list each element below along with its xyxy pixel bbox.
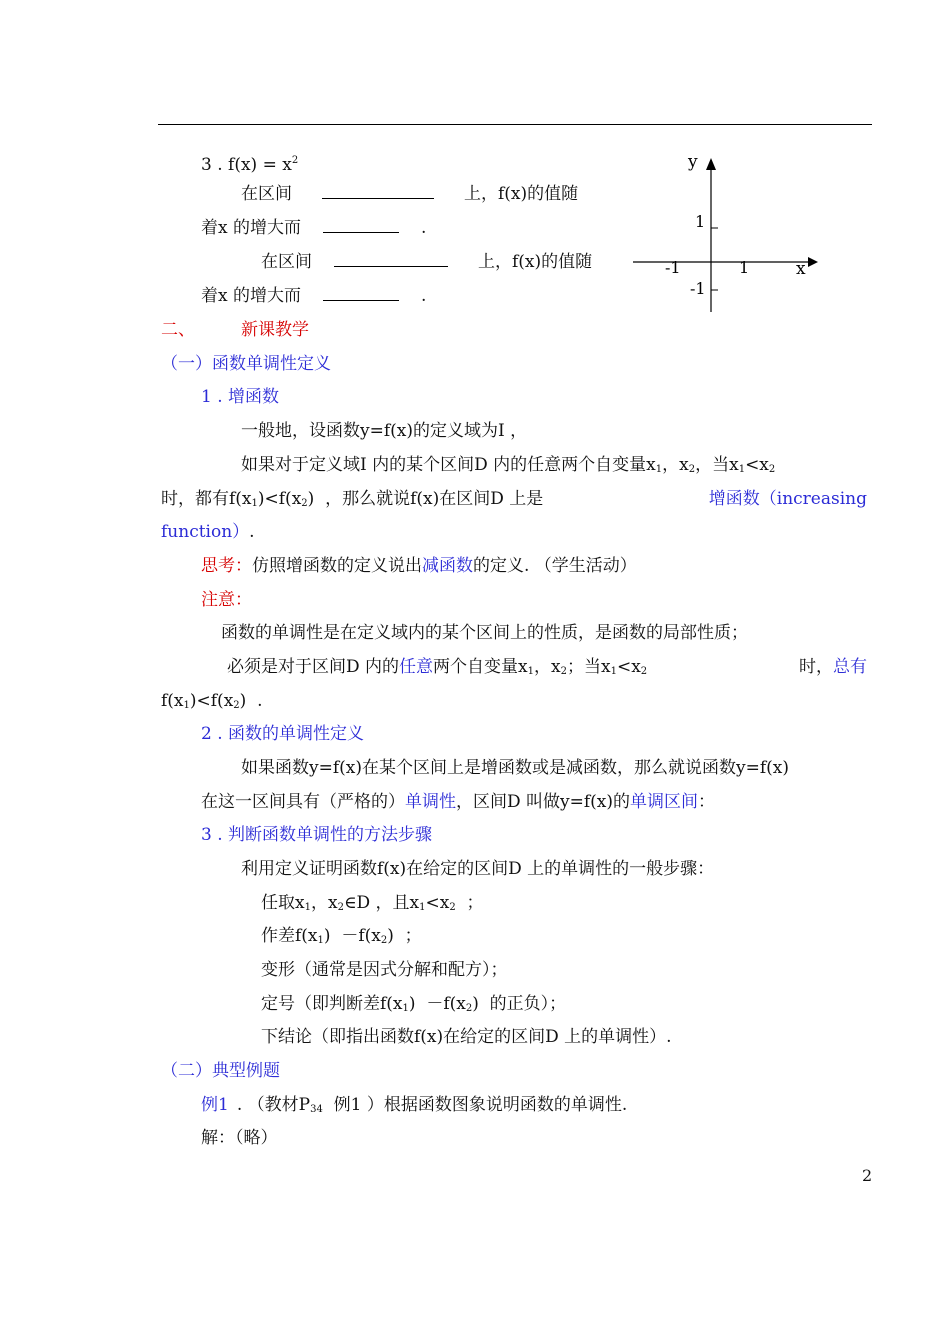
monotonic-def-1: 如果函数y=f(x)在某个区间上是增函数或是减函数，那么就说函数y=f(x)	[241, 758, 789, 778]
note2-text-c: ，x	[534, 657, 561, 677]
step2-text-b: ) －f(x	[323, 926, 381, 946]
note-2	[227, 657, 867, 682]
step-1	[261, 893, 484, 918]
item3-label: 3 . f(x) = x	[201, 155, 292, 175]
step1-text-a: 任取x	[261, 893, 305, 913]
sub-2: 2	[233, 700, 240, 711]
page-number: 2	[862, 1166, 873, 1185]
para4-end: .	[249, 522, 255, 542]
item2-heading: 2 . 函数的单调性定义	[201, 724, 365, 744]
example-1-label: 例1	[201, 1095, 229, 1115]
definition-para-2	[241, 455, 775, 480]
function-term: function）	[161, 522, 250, 542]
example-1	[201, 1095, 627, 1120]
note3-text-b: )<f(x	[189, 691, 234, 711]
def2-text-a: 在这一区间具有（严格的）	[201, 792, 405, 812]
sub-1: 1	[317, 935, 324, 946]
note2-text-d: ；当x	[566, 657, 611, 677]
x-tick-label-1: 1	[739, 258, 750, 277]
sub-2: 2	[337, 902, 344, 913]
period-b: .	[421, 286, 427, 306]
increase-label-a: 着x 的增大而	[201, 218, 301, 238]
think-line	[201, 556, 637, 576]
sub-1: 1	[527, 666, 535, 677]
def2-text-c: ：	[698, 792, 716, 812]
blank-interval-a[interactable]	[322, 184, 434, 199]
x-tick-label-neg1: -1	[665, 258, 681, 277]
header-rule	[158, 124, 872, 125]
step-2	[261, 926, 422, 951]
interval-label-a: 在区间	[241, 184, 292, 204]
period-a: .	[421, 218, 427, 238]
note-3	[161, 691, 263, 716]
sub-2: 2	[688, 464, 696, 475]
definition-para-4	[161, 522, 255, 542]
always-term: 总有	[833, 657, 867, 677]
think-text-a: 仿照增函数的定义说出	[252, 556, 422, 576]
note2-text-b: 两个自变量x	[433, 657, 528, 677]
example1-text-a: . （教材P	[236, 1095, 311, 1115]
sub-2: 2	[301, 498, 308, 509]
x-axis-label: x	[796, 259, 806, 279]
note2-segment-a	[227, 657, 647, 682]
note-1: 函数的单调性是在定义域内的某个区间上的性质，是函数的局部性质；	[221, 623, 748, 643]
solution-line: 解：（略）	[201, 1128, 278, 1148]
step2-text-a: 作差f(x	[261, 926, 318, 946]
interval-line-a	[241, 184, 578, 204]
think-label: 思考：	[201, 556, 252, 576]
note2-segment-b	[799, 657, 867, 682]
sub-1: 1	[183, 700, 190, 711]
subsection-1-heading: （一）函数单调性定义	[161, 354, 331, 374]
note3-text-c: ) .	[239, 691, 263, 711]
step1-text-e: ；	[455, 893, 484, 913]
para3-text-b: )<f(x	[257, 489, 302, 509]
note2-text-f: 时，	[799, 657, 833, 677]
steps-intro: 利用定义证明函数f(x)在给定的区间D 上的单调性的一般步骤：	[241, 859, 715, 879]
item3-exponent: 2	[291, 155, 299, 166]
y-axis-label: y	[688, 152, 698, 172]
para2-text-c: ，当x	[695, 455, 739, 475]
trend-label-b: 上，f(x)的值随	[478, 252, 593, 272]
monotonic-interval-term: 单调区间	[630, 792, 699, 812]
sub-1: 1	[655, 464, 663, 475]
para2-text-d: <x	[745, 455, 769, 475]
sub-2: 2	[768, 464, 776, 475]
interval-label-b: 在区间	[261, 252, 312, 272]
sub-1: 1	[402, 1003, 409, 1014]
para2-text-a: 如果对于定义域I 内的某个区间D 内的任意两个自变量x	[241, 455, 656, 475]
para2-text-b: ，x	[662, 455, 689, 475]
page-ref-sub: 34	[310, 1104, 323, 1115]
example1-text-b: 例1 ）根据函数图象说明函数的单调性.	[322, 1095, 628, 1115]
interval-line-b	[261, 252, 592, 272]
step1-text-d: <x	[425, 893, 450, 913]
blank-trend-b[interactable]	[323, 286, 399, 301]
section-number: 二、	[161, 320, 195, 340]
increasing-term: 增函数（increasing	[708, 489, 867, 509]
definition-para-1: 一般地，设函数y=f(x)的定义域为I ，	[241, 421, 528, 441]
sub-2: 2	[449, 902, 456, 913]
think-text-b: 的定义. （学生活动）	[473, 556, 637, 576]
step4-text-a: 定号（即判断差f(x	[261, 994, 403, 1014]
arbitrary-term: 任意	[399, 657, 434, 677]
sub-1: 1	[610, 666, 617, 677]
sub-1: 1	[304, 902, 311, 913]
para3-segment-a	[161, 489, 543, 514]
y-tick-label-neg1: -1	[690, 279, 706, 298]
sub-1: 1	[738, 464, 746, 475]
trend-label-a: 上，f(x)的值随	[464, 184, 579, 204]
item1-heading: 1 . 增函数	[201, 387, 280, 407]
note2-text-a: 必须是对于区间D 内的	[227, 657, 400, 677]
item3-method-heading: 3 . 判断函数单调性的方法步骤	[201, 825, 433, 845]
note3-text-a: f(x	[161, 691, 184, 711]
para3-text-c: ) ，那么就说f(x)在区间D 上是	[307, 489, 544, 509]
sub-2: 2	[465, 1003, 473, 1014]
step-5: 下结论（即指出函数f(x)在给定的区间D 上的单调性）.	[261, 1027, 672, 1047]
step1-text-b: ，x	[310, 893, 338, 913]
monotonicity-term: 单调性	[405, 792, 456, 812]
y-axis-arrow	[706, 158, 716, 170]
section-title: 新课教学	[241, 320, 309, 340]
increase-line-a	[201, 218, 426, 238]
monotonic-def-2	[201, 792, 715, 812]
sub-2: 2	[560, 666, 567, 677]
increase-line-b	[201, 286, 426, 306]
blank-interval-b[interactable]	[334, 252, 448, 267]
def2-text-b: ，区间D 叫做y=f(x)的	[456, 792, 631, 812]
sub-1: 1	[419, 902, 426, 913]
sub-2: 2	[640, 666, 648, 677]
definition-para-3	[161, 489, 867, 514]
sub-1: 1	[251, 498, 258, 509]
para3-text-a: 时，都有f(x	[161, 489, 252, 509]
step1-text-c: ∈D ，且x	[343, 893, 420, 913]
step4-text-b: ) －f(x	[408, 994, 466, 1014]
item3-heading	[201, 151, 298, 175]
x-axis-arrow	[808, 257, 818, 267]
step-3: 变形（通常是因式分解和配方）；	[261, 960, 508, 980]
blank-trend-a[interactable]	[323, 218, 399, 233]
section-heading	[161, 320, 309, 340]
note2-text-e: <x	[616, 657, 641, 677]
subsection-2-heading: （二）典型例题	[161, 1061, 280, 1081]
coordinate-axes-graph	[628, 150, 818, 315]
increase-label-b: 着x 的增大而	[201, 286, 301, 306]
decreasing-term: 减函数	[422, 556, 473, 576]
note-label: 注意：	[201, 590, 252, 610]
y-tick-label-1: 1	[695, 212, 706, 231]
step-4	[261, 994, 566, 1019]
sub-2: 2	[380, 935, 388, 946]
step4-text-c: ) 的正负）；	[472, 994, 567, 1014]
step2-text-c: ) ；	[387, 926, 422, 946]
